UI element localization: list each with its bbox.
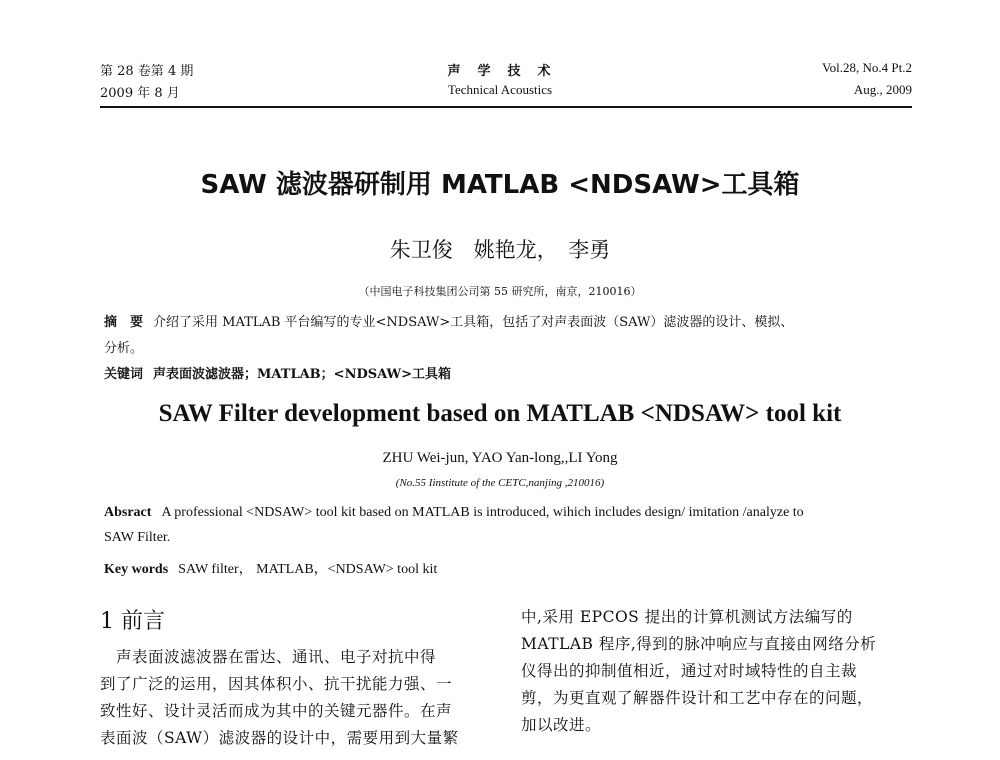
right-column xyxy=(521,604,916,739)
abstract-text-cn-line2: 分析。 xyxy=(104,341,144,356)
right-column-line: 加以改进。 xyxy=(521,716,602,734)
paper-title-cn: SAW 滤波器研制用 MATLAB <NDSAW>工具箱 xyxy=(200,170,800,200)
right-column-line: 剪，为更直观了解器件设计和工艺中存在的问题， xyxy=(521,689,874,707)
abstract-text-en-line2: SAW Filter. xyxy=(104,530,171,545)
left-column-line: 表面波（SAW）滤波器的设计中，需要用到大量繁 xyxy=(100,729,459,747)
paper-title-en: SAW Filter development based on MATLAB <NDSAW> tool kit xyxy=(158,400,842,427)
keywords-label-cn: 关键词 xyxy=(104,367,144,382)
abstract-cn xyxy=(104,310,793,336)
abstract-text-en-line1: A professional <NDSAW> tool kit based on MATLAB is introduced, wihich includes design/ imitation /analyze to xyxy=(161,505,804,520)
journal-date-cn: 2009 年 8 月 xyxy=(100,86,180,101)
journal-name-cn: 声 学 技 术 xyxy=(447,64,553,79)
abstract-text-cn-line1: 介绍了采用 MATLAB 平台编写的专业<NDSAW>工具箱，包括了对声表面波（SAW）滤波器的设计、模拟、 xyxy=(153,315,794,330)
left-column-line: 声表面波滤波器在雷达、通讯、电子对抗中得 xyxy=(100,648,437,666)
journal-name-en: Technical Acoustics xyxy=(447,82,553,97)
journal-volume-en: Vol.28, No.4 Pt.2 xyxy=(821,60,912,75)
abstract-label-cn: 摘 要 xyxy=(104,315,144,330)
right-column-line: 中,采用 EPCOS 提出的计算机测试方法编写的 xyxy=(521,608,853,626)
journal-date-en: Aug., 2009 xyxy=(853,82,912,97)
keywords-text-cn: 声表面波滤波器；MATLAB；<NDSAW>工具箱 xyxy=(153,367,452,382)
journal-volume-issue: 第 28 卷第 4 期 xyxy=(100,64,194,79)
affiliation-cn: （中国电子科技集团公司第 55 研究所，南京，210016） xyxy=(358,285,642,298)
keywords-en xyxy=(104,558,437,578)
left-column xyxy=(100,644,500,752)
abstract-en xyxy=(104,505,804,521)
section-heading: 1 前言 xyxy=(100,609,165,634)
abstract-label-en: Absract xyxy=(104,505,152,520)
authors-en: ZHU Wei-jun, YAO Yan-long,,LI Yong xyxy=(382,450,618,466)
keywords-cn xyxy=(104,362,451,388)
left-column-line: 致性好、设计灵活而成为其中的关键元器件。在声 xyxy=(100,702,453,720)
header-rule xyxy=(100,106,912,108)
authors-cn: 朱卫俊 姚艳龙， 李勇 xyxy=(389,238,611,262)
right-column-line: 仪得出的抑制值相近，通过对时域特性的自主裁 xyxy=(521,662,858,680)
right-column-line: MATLAB 程序,得到的脉冲响应与直接由网络分析 xyxy=(521,635,877,653)
left-column-line: 到了广泛的运用，因其体积小、抗干扰能力强、一 xyxy=(100,675,453,693)
keywords-text-en: SAW filter， MATLAB，<NDSAW> tool kit xyxy=(178,562,438,577)
keywords-label-en: Key words xyxy=(104,562,169,577)
affiliation-en: (No.55 Iinstitute of the CETC,nanjing ,210016) xyxy=(395,477,605,489)
